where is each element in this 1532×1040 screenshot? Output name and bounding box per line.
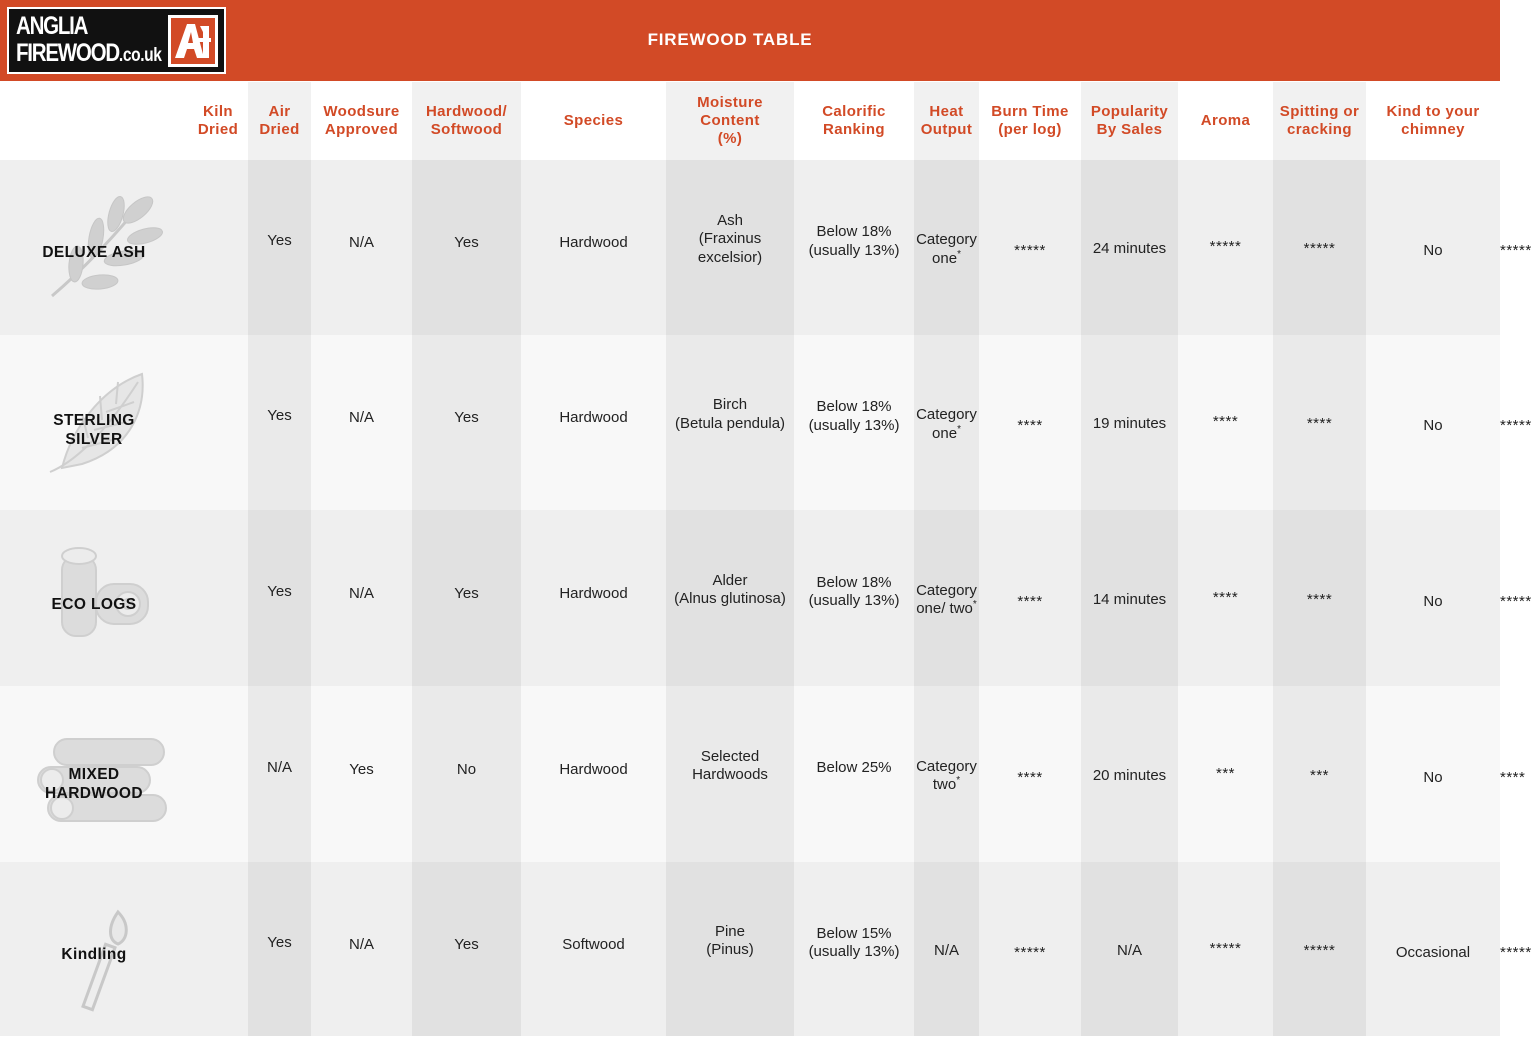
cell-kindling-woodsure: Yes <box>454 935 479 953</box>
cell-eco-logs-heat: **** <box>1017 592 1043 610</box>
row-label-eco-logs: ECO LOGS <box>51 595 137 613</box>
cell-deluxe-ash-aroma: ***** <box>1303 240 1336 258</box>
cell-sterling-silver-species: Birch (Betula pendula) <box>674 396 786 432</box>
cell-sterling-silver-chimney: ***** <box>1500 417 1532 435</box>
cell-deluxe-ash-heat: ***** <box>1014 242 1046 260</box>
cell-eco-logs-type: Hardwood <box>559 584 628 602</box>
cell-mixed-hardwood-air: Yes <box>349 760 374 778</box>
column-header-kiln: Kiln Dried <box>197 103 239 138</box>
cell-mixed-hardwood-burn: 20 minutes <box>1092 766 1167 784</box>
cell-deluxe-ash-woodsure: Yes <box>454 234 479 252</box>
cell-mixed-hardwood-calorific: Category two* <box>916 757 977 793</box>
cell-deluxe-ash-species: Ash (Fraxinus excelsior) <box>697 211 763 266</box>
cell-eco-logs-aroma: **** <box>1306 590 1333 608</box>
cell-mixed-hardwood-type: Hardwood <box>559 760 628 778</box>
cell-kindling-moisture: Below 15% (usually 13%) <box>808 924 900 960</box>
cell-mixed-hardwood-kiln: N/A <box>266 758 292 776</box>
cell-sterling-silver-popularity: **** <box>1212 413 1239 431</box>
cell-sterling-silver-type: Hardwood <box>559 409 628 427</box>
cell-kindling-chimney: ***** <box>1500 943 1532 961</box>
cell-mixed-hardwood-spitting: No <box>1423 768 1443 786</box>
cell-deluxe-ash-moisture: Below 18% (usually 13%) <box>808 223 900 259</box>
column-header-aroma: Aroma <box>1200 112 1251 129</box>
column-header-moisture: Moisture Content (%) <box>697 94 763 147</box>
cell-kindling-type: Softwood <box>562 935 625 953</box>
page-title: FIREWOOD TABLE <box>647 30 813 49</box>
cell-deluxe-ash-kiln: Yes <box>267 232 292 250</box>
cell-kindling-kiln: Yes <box>267 933 292 951</box>
cell-sterling-silver-burn: 19 minutes <box>1092 415 1167 433</box>
column-header-type: Hardwood/ Softwood <box>425 103 508 138</box>
cell-deluxe-ash-chimney: ***** <box>1500 242 1532 260</box>
cell-mixed-hardwood-chimney: **** <box>1500 768 1526 786</box>
column-header-woodsure: Woodsure Approved <box>323 103 400 138</box>
calorific-footnote-mark: * <box>957 248 961 260</box>
calorific-footnote-mark: * <box>972 599 977 610</box>
column-header-chimney: Kind to your chimney <box>1386 103 1480 138</box>
cell-sterling-silver-moisture: Below 18% (usually 13%) <box>808 398 900 434</box>
cell-mixed-hardwood-aroma: *** <box>1309 766 1329 784</box>
cell-eco-logs-popularity: **** <box>1212 588 1239 606</box>
cell-kindling-calorific: N/A <box>933 941 959 959</box>
calorific-footnote-mark: * <box>956 775 961 786</box>
cell-eco-logs-air: N/A <box>348 584 374 602</box>
logo-line-2: FIREWOOD.co.uk <box>16 39 162 67</box>
cell-eco-logs-woodsure: Yes <box>454 584 479 602</box>
column-header-popularity: Popularity By Sales <box>1090 103 1169 138</box>
calorific-footnote-mark: * <box>957 423 961 435</box>
cell-eco-logs-chimney: ***** <box>1500 592 1532 610</box>
row-label-sterling-silver: STERLING SILVER <box>53 412 135 448</box>
cell-deluxe-ash-air: N/A <box>348 234 374 252</box>
cell-eco-logs-species: Alder (Alnus glutinosa) <box>674 571 786 607</box>
cell-sterling-silver-calorific: Category one* <box>916 406 977 442</box>
brand-logo[interactable] <box>7 7 226 74</box>
column-header-burn: Burn Time (per log) <box>991 103 1069 138</box>
column-header-calorific: Calorific Ranking <box>822 103 886 138</box>
cell-deluxe-ash-spitting: No <box>1423 242 1443 260</box>
cell-sterling-silver-kiln: Yes <box>267 407 292 425</box>
cell-eco-logs-spitting: No <box>1423 592 1443 610</box>
cell-mixed-hardwood-popularity: *** <box>1215 764 1235 782</box>
cell-kindling-spitting: Occasional <box>1395 943 1471 961</box>
cell-mixed-hardwood-heat: **** <box>1017 768 1043 786</box>
cell-sterling-silver-spitting: No <box>1423 417 1443 435</box>
cell-sterling-silver-woodsure: Yes <box>454 409 479 427</box>
cell-sterling-silver-air: N/A <box>348 409 374 427</box>
row-label-deluxe-ash: DELUXE ASH <box>42 243 146 261</box>
cell-kindling-species: Pine (Pinus) <box>706 922 754 958</box>
cell-eco-logs-kiln: Yes <box>267 582 292 600</box>
cell-eco-logs-burn: 14 minutes <box>1092 590 1167 608</box>
cell-eco-logs-moisture: Below 18% (usually 13%) <box>808 573 900 609</box>
row-label-mixed-hardwood: MIXED HARDWOOD <box>45 766 143 802</box>
cell-kindling-aroma: ***** <box>1303 941 1336 959</box>
cell-deluxe-ash-burn: 24 minutes <box>1092 240 1167 258</box>
cell-sterling-silver-aroma: **** <box>1306 415 1333 433</box>
column-header-air: Air Dried <box>259 103 300 138</box>
logo-wordmark <box>16 13 161 69</box>
column-header-spitting: Spitting or cracking <box>1279 103 1360 138</box>
cell-kindling-popularity: ***** <box>1209 939 1242 957</box>
cell-mixed-hardwood-species: Selected Hardwoods <box>692 747 768 783</box>
cell-mixed-hardwood-woodsure: No <box>456 760 477 778</box>
cell-kindling-heat: ***** <box>1014 943 1046 961</box>
cell-eco-logs-calorific: Category one/ two* <box>916 581 977 617</box>
cell-mixed-hardwood-moisture: Below 25% <box>816 758 892 776</box>
header-bar <box>0 0 1500 81</box>
cell-kindling-air: N/A <box>348 935 374 953</box>
cell-sterling-silver-heat: **** <box>1017 417 1043 435</box>
logo-mark-icon <box>168 15 218 67</box>
cell-deluxe-ash-popularity: ***** <box>1209 238 1242 256</box>
cell-kindling-burn: N/A <box>1116 941 1142 959</box>
row-label-kindling: Kindling <box>61 945 127 963</box>
column-header-species: Species <box>563 112 624 129</box>
cell-deluxe-ash-type: Hardwood <box>559 234 628 252</box>
cell-deluxe-ash-calorific: Category one* <box>916 231 977 267</box>
logo-line-1: ANGLIA <box>16 12 88 40</box>
column-header-heat: Heat Output <box>920 103 973 138</box>
